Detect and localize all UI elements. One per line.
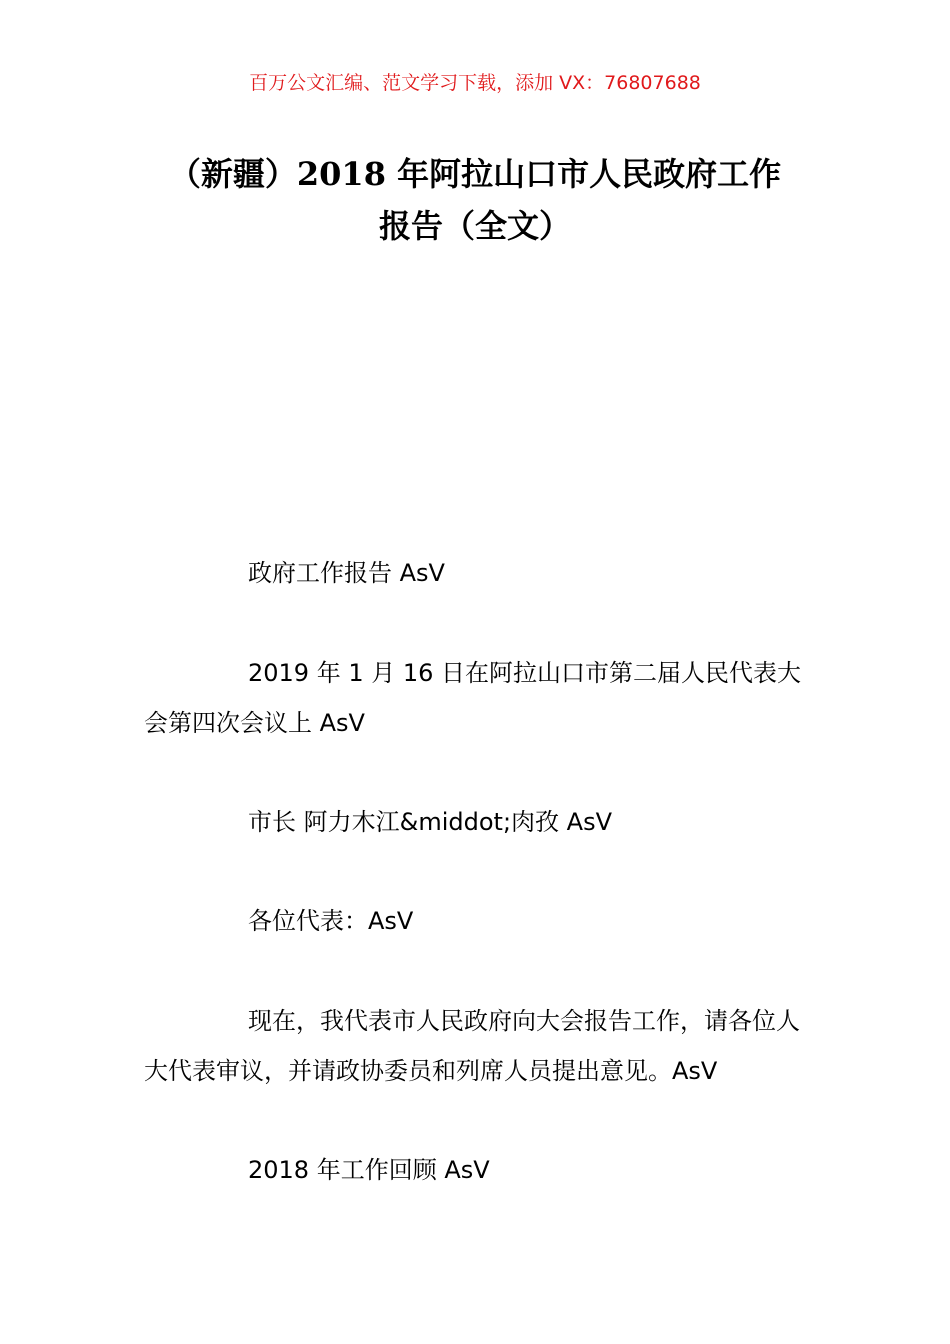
- paragraph-intro: 现在，我代表市人民政府向大会报告工作，请各位人大代表审议，并请政协委员和列席人员提出意见。AsV: [144, 1007, 800, 1085]
- document-title: [140, 148, 810, 252]
- title-line-2: 报告（全文）: [378, 207, 571, 245]
- title-line-1: （新疆）2018 年阿拉山口市人民政府工作: [168, 155, 782, 193]
- paragraph-meeting-date: 2019 年 1 月 16 日在阿拉山口市第二届人民代表大会第四次会议上 AsV: [144, 659, 802, 737]
- paragraph-salutation: 各位代表：AsV: [248, 907, 414, 935]
- paragraph-report-label: 政府工作报告 AsV: [248, 559, 445, 587]
- header-promo-note: 百万公文汇编、范文学习下载，添加 VX：76807688: [249, 72, 701, 94]
- paragraph-mayor: 市长 阿力木江&middot;肉孜 AsV: [248, 808, 613, 836]
- paragraph-section-heading: 2018 年工作回顾 AsV: [248, 1156, 490, 1184]
